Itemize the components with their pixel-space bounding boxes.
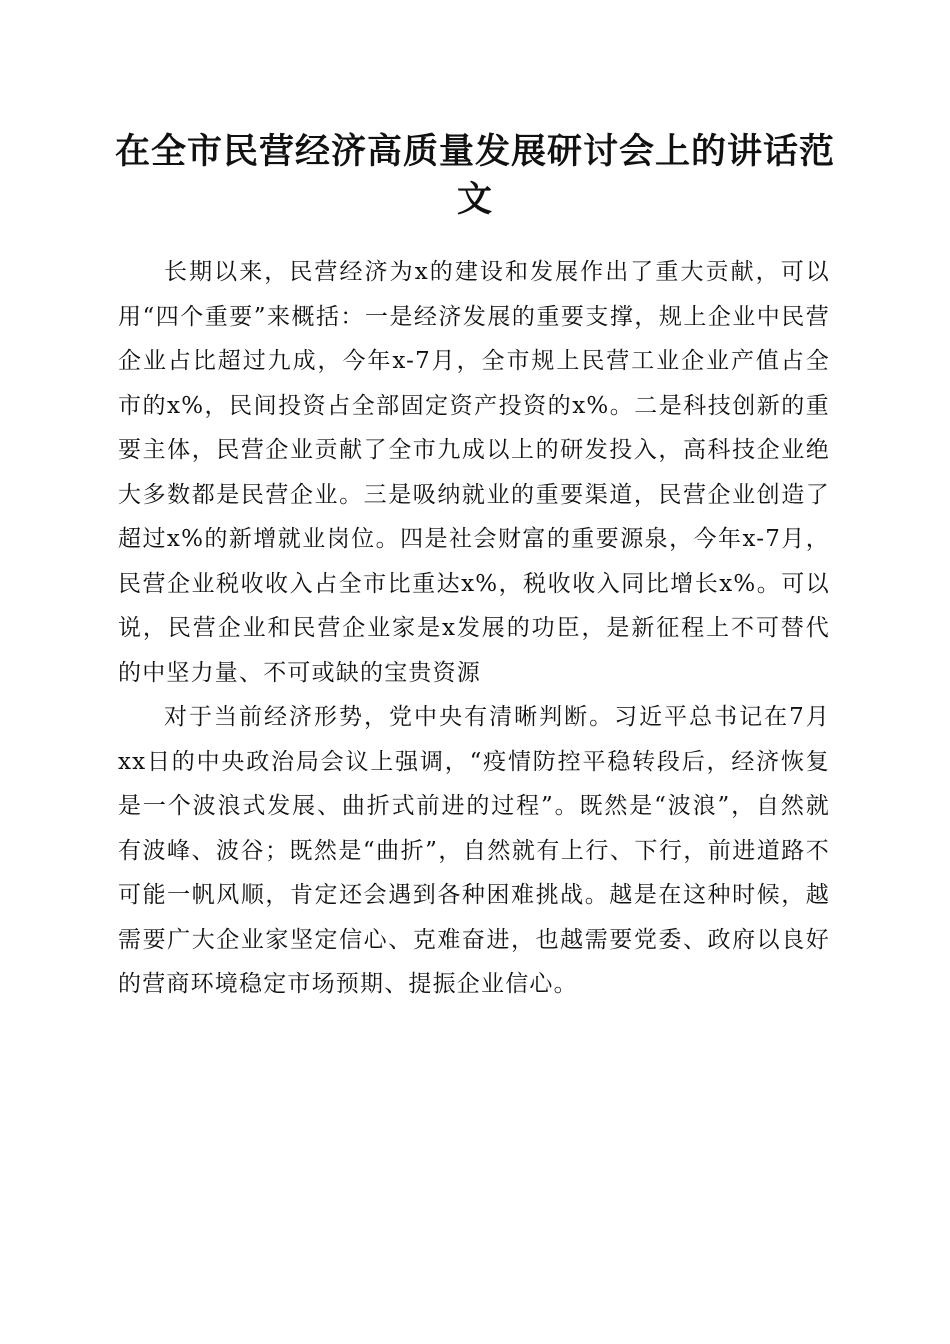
paragraph-2: 对于当前经济形势，党中央有清晰判断。习近平总书记在7月xx日的中央政治局会议上强调，“疫情防控平稳转段后，经济恢复是一个波浪式发展、曲折式前进的过程”。既然是“波浪”，自然就有波峰、波谷；既然是“曲折”，自然就有上行、下行，前进道路不可能一帆风顺，肯定还会遇到各种困难挑战。越是在这种时候，越需要广大企业家坚定信心、克难奋进，也越需要党委、政府以良好的营商环境稳定市场预期、提振企业信心。 (118, 704, 830, 997)
paragraph-1: 长期以来，民营经济为x的建设和发展作出了重大贡献，可以用“四个重要”来概括：一是经济发展的重要支撑，规上企业中民营企业占比超过九成，今年x-7月，全市规上民营工业企业产值占全市的x%，民间投资占全部固定资产投资的x%。二是科技创新的重要主体，民营企业贡献了全市九成以上的研发投入，高科技企业绝大多数都是民营企业。三是吸纳就业的重要渠道，民营企业创造了超过x%的新增就业岗位。四是社会财富的重要源泉，今年x-7月，民营企业税收收入占全市比重达x%，税收收入同比增长x%。可以说，民营企业和民营企业家是x发展的功臣，是新征程上不可替代的中坚力量、不可或缺的宝贵资源 (118, 259, 830, 686)
document-body (118, 250, 830, 1007)
document-title: 在全市民营经济高质量发展研讨会上的讲话范文 (114, 131, 835, 220)
